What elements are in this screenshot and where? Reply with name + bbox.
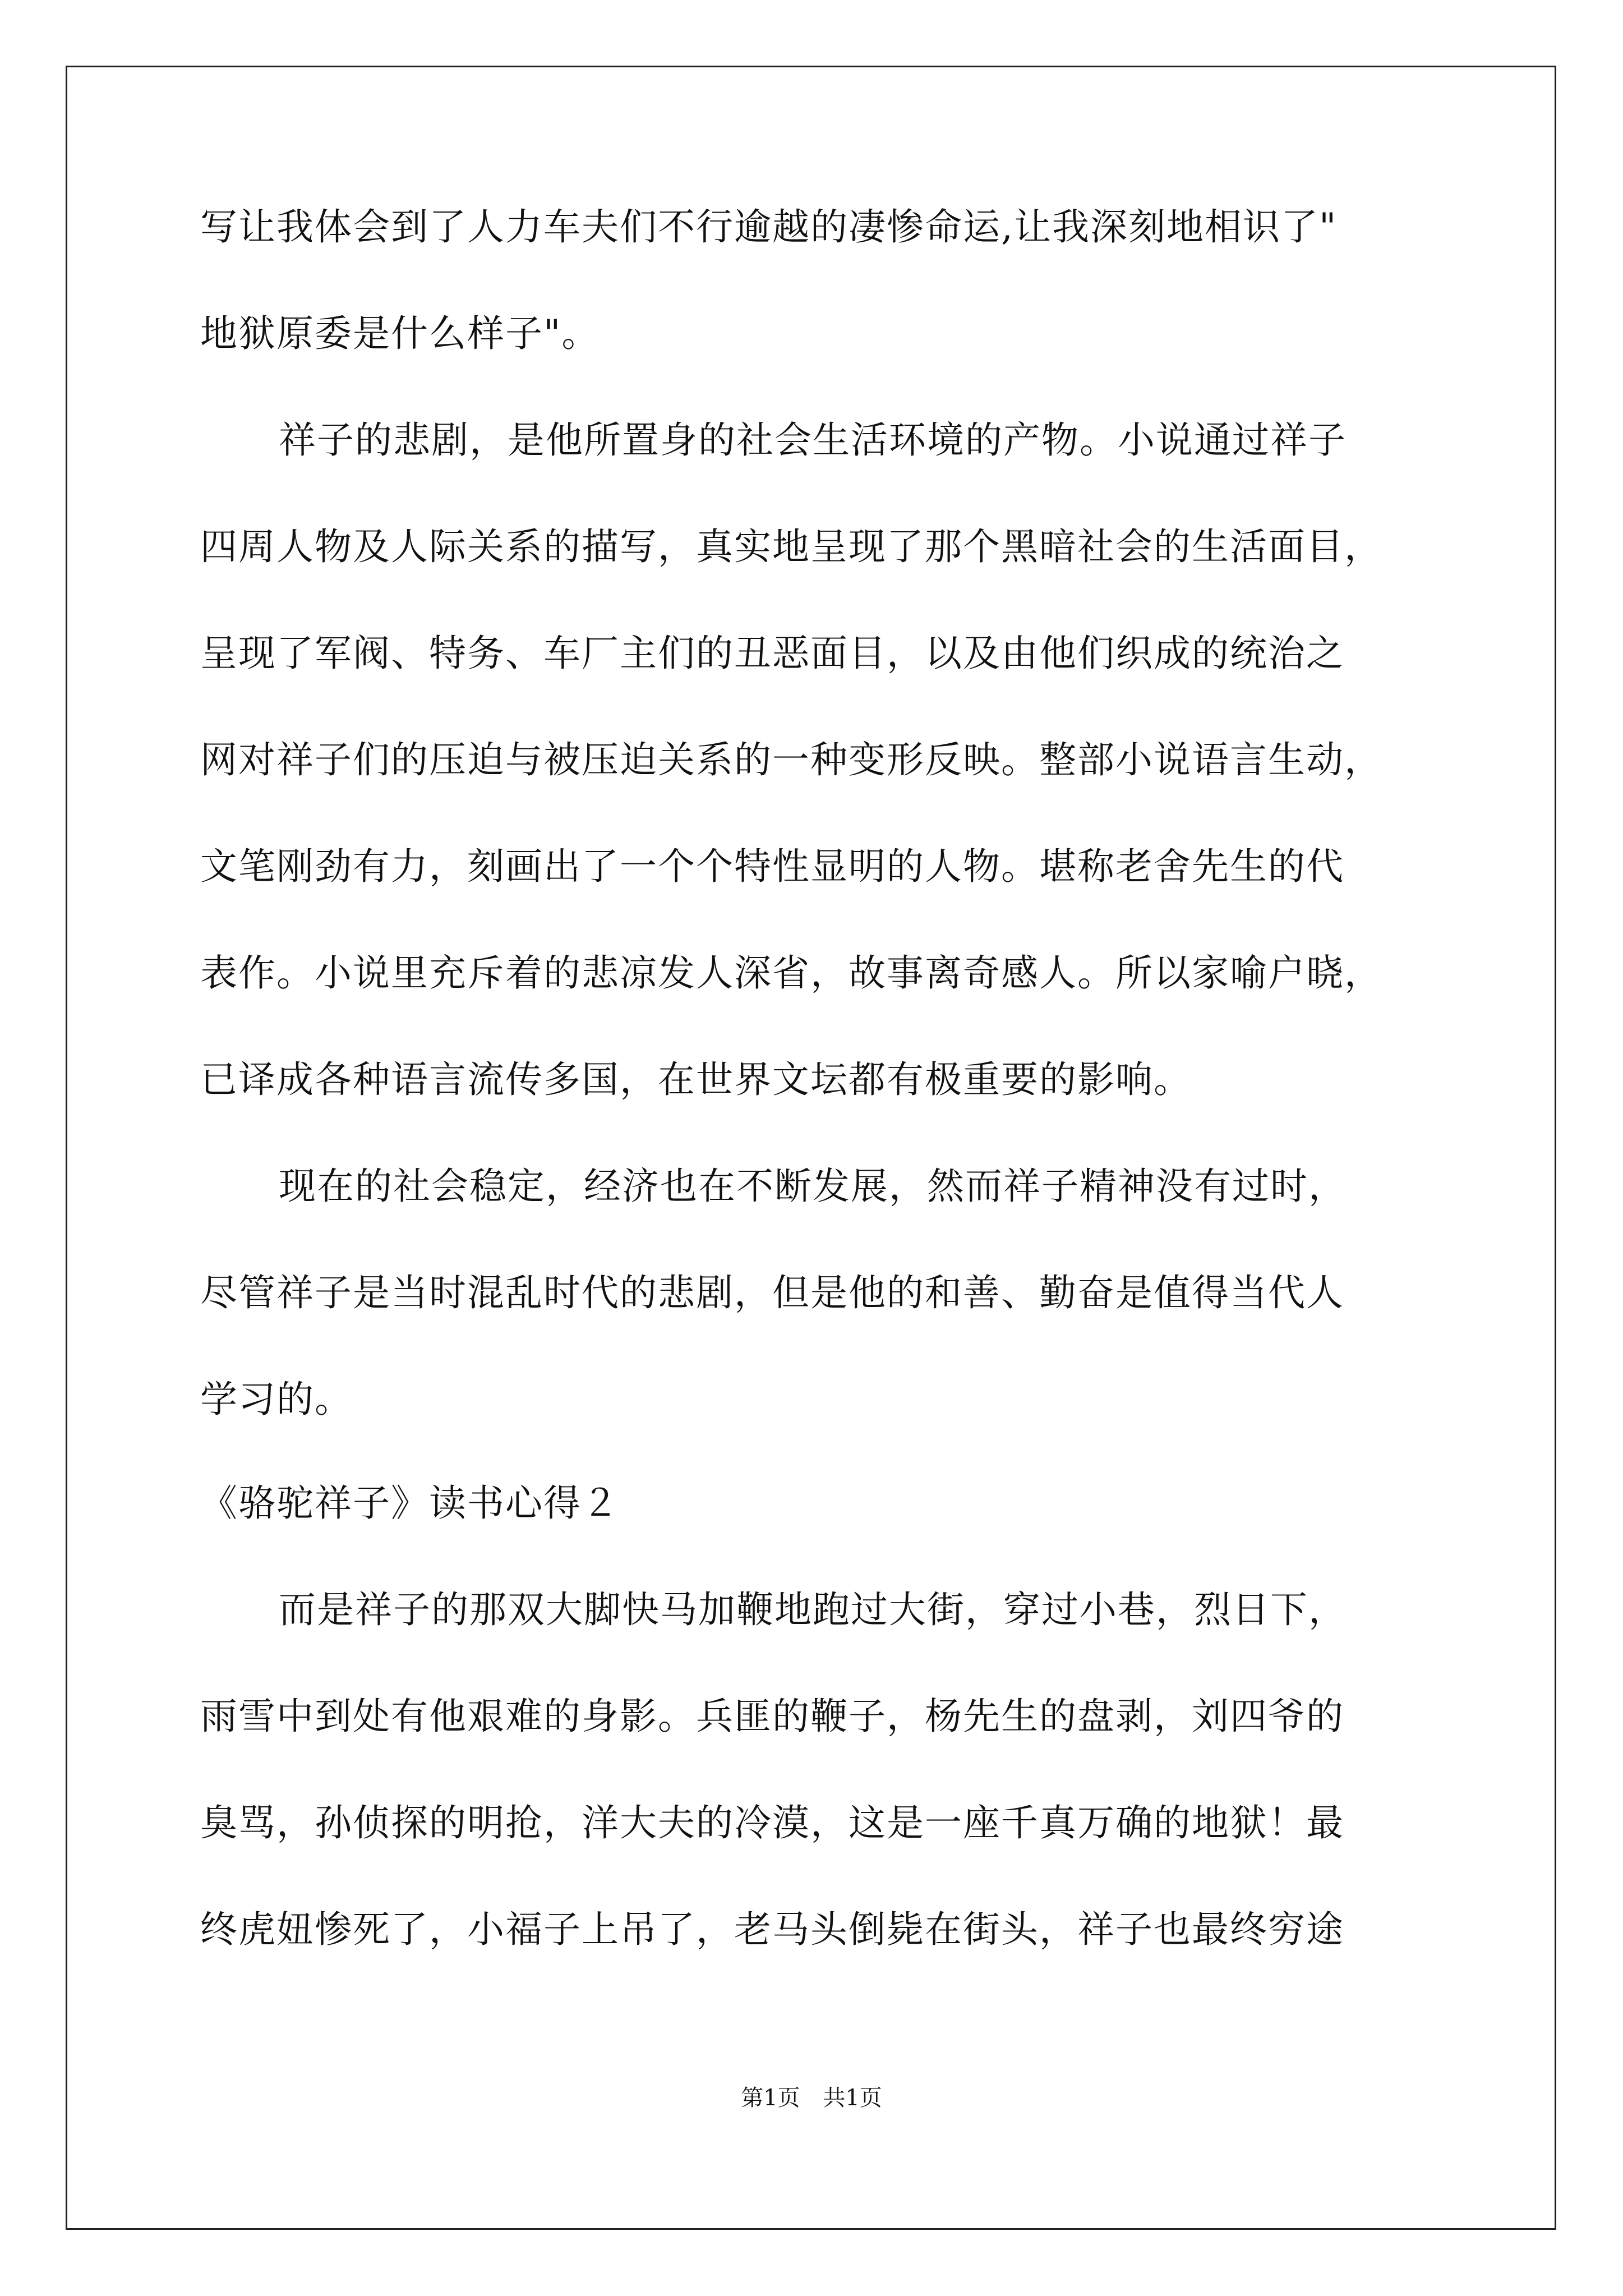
text-line: 地狱原委是什么样子"。: [200, 312, 600, 355]
paragraph-start: 祥子的悲剧，是他所置身的社会生活环境的产物。小说通过祥子: [279, 418, 1347, 462]
text-line: 终虎妞惨死了，小福子上吊了，老马头倒毙在街头，祥子也最终穷途: [200, 1908, 1344, 1951]
page-footer: [0, 2081, 1623, 2115]
section-heading: 《骆驼祥子》读书心得２: [200, 1481, 620, 1525]
paragraph-start: 现在的社会稳定，经济也在不断发展，然而祥子精神没有过时，: [279, 1165, 1347, 1208]
text-line: 尽管祥子是当时混乱时代的悲剧，但是他的和善、勤奋是值得当代人: [200, 1271, 1344, 1314]
text-line: 写让我体会到了人力车夫们不行逾越的凄惨命运,让我深刻地相识了": [200, 205, 1338, 249]
text-line: 呈现了军阀、特务、车厂主们的丑恶面目，以及由他们织成的统治之: [200, 632, 1344, 675]
page-number: 第1页: [741, 2085, 800, 2111]
text-line: 四周人物及人际关系的描写，真实地呈现了那个黑暗社会的生活面目，: [200, 525, 1382, 568]
text-line: 雨雪中到处有他艰难的身影。兵匪的鞭子，杨先生的盘剥，刘四爷的: [200, 1695, 1344, 1738]
text-line: 表作。小说里充斥着的悲凉发人深省，故事离奇感人。所以家喻户晓，: [200, 951, 1382, 995]
text-line: 已译成各种语言流传多国，在世界文坛都有极重要的影响。: [200, 1058, 1192, 1101]
text-line: 网对祥子们的压迫与被压迫关系的一种变形反映。整部小说语言生动，: [200, 738, 1382, 781]
paragraph-start: 而是祥子的那双大脚快马加鞭地跑过大街，穿过小巷，烈日下，: [279, 1588, 1347, 1631]
text-line: 臭骂，孙侦探的明抢，洋大夫的冷漠，这是一座千真万确的地狱！最: [200, 1801, 1344, 1844]
text-line: 学习的。: [200, 1378, 353, 1421]
page-total: 共1页: [823, 2085, 882, 2111]
text-line: 文笔刚劲有力，刻画出了一个个特性显明的人物。堪称老舍先生的代: [200, 845, 1344, 888]
